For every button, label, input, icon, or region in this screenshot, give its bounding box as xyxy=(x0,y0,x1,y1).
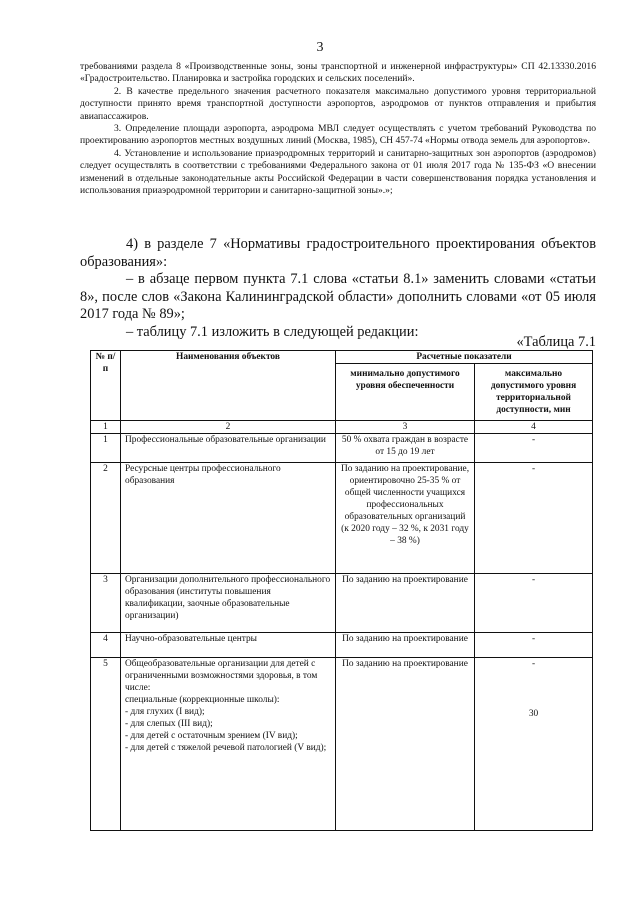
column-number: 4 xyxy=(475,421,593,434)
row-name-sub: - для глухих (I вид); xyxy=(125,707,205,717)
row-num: 5 xyxy=(91,658,121,831)
table-row xyxy=(91,658,593,831)
row-name-sub: - для детей с остаточным зрением (IV вид); xyxy=(125,731,298,741)
row-name: Организации дополнительного профессионального образования (институты повышения квалификации, заочные образовательные организации) xyxy=(121,574,336,633)
row-max xyxy=(475,658,593,831)
header-min: минимально допустимого уровня обеспеченности xyxy=(336,364,475,421)
row-max: - xyxy=(475,633,593,658)
row-name: Ресурсные центры профессионального образования xyxy=(121,463,336,574)
row-max-sub: 30 xyxy=(528,709,539,719)
row-name-sub: - для детей с тяжелой речевой патологией (V вид); xyxy=(125,743,327,753)
table-header-row xyxy=(91,351,593,364)
header-max: максимально допустимого уровня территориальной доступности, мин xyxy=(475,364,593,421)
table-row xyxy=(91,434,593,463)
row-min: По заданию на проектирование xyxy=(336,574,475,633)
column-number: 3 xyxy=(336,421,475,434)
row-num: 4 xyxy=(91,633,121,658)
table-row xyxy=(91,463,593,574)
amendment-paragraph-2: – в абзаце первом пункта 7.1 слова «статьи 8.1» заменить словами «статьи 8», после слов «Закона Калининградской области» дополнить словами «от 05 июля 2017 года № 89»; xyxy=(80,271,596,323)
page-number: 3 xyxy=(316,40,324,55)
row-name: Научно-образовательные центры xyxy=(121,633,336,658)
row-num: 2 xyxy=(91,463,121,574)
row-name-sub: специальные (коррекционные школы): xyxy=(125,695,280,705)
amendment-paragraph-1: 4) в разделе 7 «Нормативы градостроительного проектирования объектов образования»: xyxy=(80,236,596,270)
amendment-paragraph-3: – таблицу 7.1 изложить в следующей редакции: xyxy=(126,323,419,340)
note-paragraph-1: требованиями раздела 8 «Производственные зоны, зоны транспортной и инженерной инфраструктуры» СП 42.13330.2016 «Градостроительство. Планировка и застройка городских и сельских поселений». xyxy=(80,61,596,85)
note-paragraph-2: 2. В качестве предельного значения расчетного показателя максимально допустимого уровня территориальной доступности принято время транспортной доступности аэропортов, аэродромов от пунктов отправления и прибытия авиапассажиров. xyxy=(80,85,596,122)
row-min: По заданию на проектирование xyxy=(336,633,475,658)
row-name-sub: - для слепых (III вид); xyxy=(125,719,213,729)
table-row xyxy=(91,633,593,658)
note-paragraph-3: 3. Определение площади аэропорта, аэродрома МВЛ следует осуществлять с учетом требований Руководства по проектированию аэропортов местных воздушных линий (Москва, 1985), СН 457-74 «Нормы отвода земель для аэропортов». xyxy=(80,123,596,147)
education-norms-table xyxy=(90,350,593,831)
row-name-main: Общеобразовательные организации для детей с ограниченными возможностями здоровья, в том числе: xyxy=(125,659,318,693)
row-min: По заданию на проектирование xyxy=(336,658,475,831)
header-num: № п/п xyxy=(91,351,121,421)
row-num: 3 xyxy=(91,574,121,633)
row-max: - xyxy=(475,434,593,463)
row-name: Профессиональные образовательные организации xyxy=(121,434,336,463)
column-number-row xyxy=(91,421,593,434)
column-number: 1 xyxy=(91,421,121,434)
notes-block xyxy=(80,61,596,197)
header-calc: Расчетные показатели xyxy=(336,351,593,364)
header-name: Наименования объектов xyxy=(121,351,336,421)
note-paragraph-4: 4. Установление и использование приаэродромных территорий и санитарно-защитных зон аэропортов (аэродромов) следует осуществлять в соответствии с требованиями Федерального закона от 01 июля 2017 года № 135-ФЗ «О внесении изменений в отдельные законодательные акты Российской Федерации в части совершенствования порядка установления и использования приаэродромной территории и санитарно-защитной зоны».»; xyxy=(80,147,596,197)
column-number: 2 xyxy=(121,421,336,434)
row-min: По заданию на проектирование, ориентировочно 25-35 % от общей численности учащихся профессиональных образовательных организаций (к 2020 году – 32 %, к 2031 году – 38 %) xyxy=(336,463,475,574)
row-max: - xyxy=(475,463,593,574)
row-min: 50 % охвата граждан в возрасте от 15 до 19 лет xyxy=(336,434,475,463)
row-max-main: - xyxy=(531,659,536,669)
amendment-block xyxy=(80,236,596,342)
row-max: - xyxy=(475,574,593,633)
row-name xyxy=(121,658,336,831)
table-row xyxy=(91,574,593,633)
table-caption: «Таблица 7.1 xyxy=(516,334,596,350)
row-num: 1 xyxy=(91,434,121,463)
